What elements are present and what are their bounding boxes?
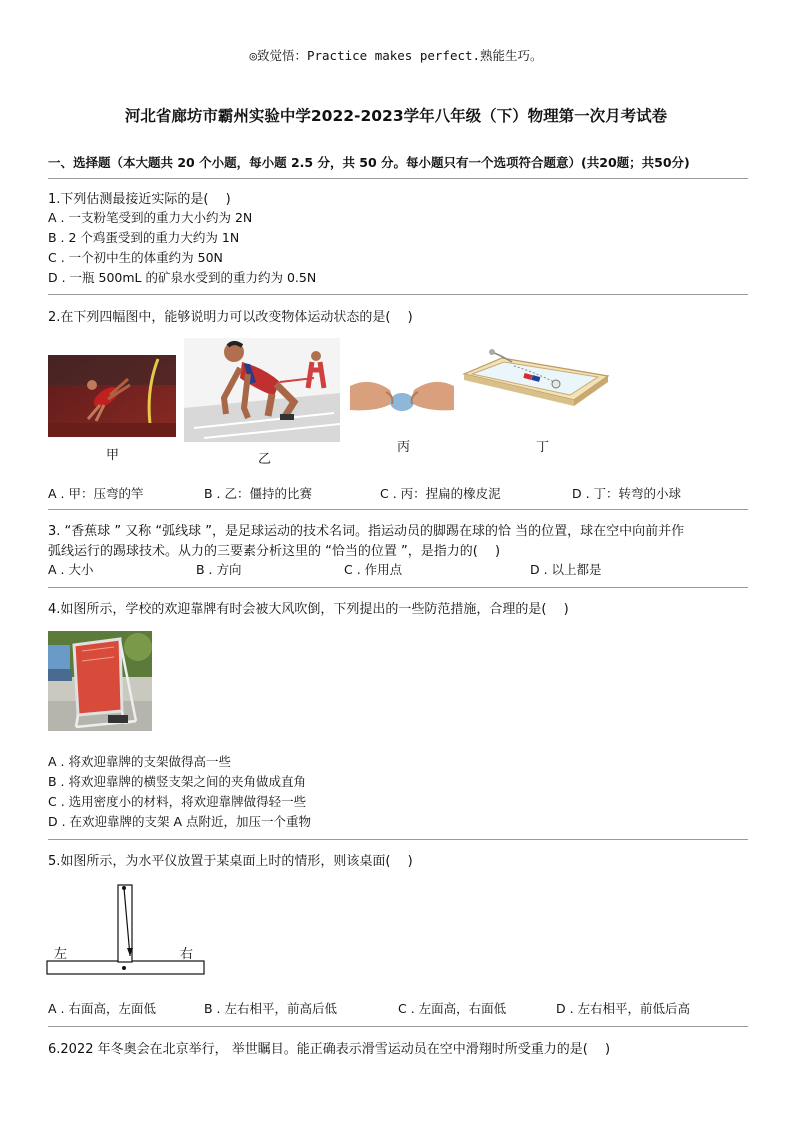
- clay-hands-photo: [350, 372, 454, 420]
- figure-caption-ding: 丁: [536, 440, 550, 455]
- q1-option-b[interactable]: B . 2 个鸡蛋受到的重力大约为 1N: [48, 230, 240, 245]
- divider: [48, 587, 748, 588]
- q6-stem: 6.2022 年冬奥会在北京举行， 举世瞩目。能正确表示滑雪运动员在空中滑翔时所受重力的是( ): [48, 1042, 611, 1057]
- divider: [48, 509, 748, 510]
- q1-stem: 1.下列估测最接近实际的是( ): [48, 192, 231, 207]
- q3-option-c[interactable]: C . 作用点: [344, 562, 403, 577]
- ball-magnet-figure: [462, 346, 610, 406]
- divider: [48, 1026, 748, 1027]
- right-label: 右: [180, 947, 194, 962]
- left-label: 左: [54, 947, 68, 962]
- q3-stem-line2: 弧线运行的踢球技术。从力的三要素分析这里的 “恰当的位置 ”，是指力的( ): [48, 544, 501, 559]
- pole-vault-photo: [48, 355, 176, 437]
- q5-option-a[interactable]: A . 右面高，左面低: [48, 1001, 156, 1016]
- q4-option-b[interactable]: B . 将欢迎靠牌的横竖支架之间的夹角做成直角: [48, 774, 306, 789]
- figure-caption-yi: 乙: [258, 452, 272, 467]
- welcome-sign-photo: [48, 631, 152, 731]
- q3-option-a[interactable]: A . 大小: [48, 562, 94, 577]
- q5-option-b[interactable]: B . 左右相平，前高后低: [204, 1001, 337, 1016]
- q3-option-d[interactable]: D . 以上都是: [530, 562, 602, 577]
- sprint-start-photo: [184, 338, 340, 442]
- divider: [48, 294, 748, 295]
- q3-option-b[interactable]: B . 方向: [196, 562, 242, 577]
- q1-option-d[interactable]: D . 一瓶 500mL 的矿泉水受到的重力约为 0.5N: [48, 270, 317, 285]
- figure-caption-bing: 丙: [397, 440, 411, 455]
- q5-option-d[interactable]: D . 左右相平，前低后高: [556, 1001, 691, 1016]
- divider: [48, 178, 748, 179]
- page-title: 河北省廊坊市霸州实验中学2022-2023学年八年级（下）物理第一次月考试卷: [124, 107, 668, 125]
- q5-option-c[interactable]: C . 左面高，右面低: [398, 1001, 507, 1016]
- q4-option-d[interactable]: D . 在欢迎靠牌的支架 A 点附近，加压一个重物: [48, 814, 312, 829]
- q2-option-c[interactable]: C . 丙：捏扁的橡皮泥: [380, 486, 501, 501]
- q2-option-a[interactable]: A . 甲：压弯的竿: [48, 486, 144, 501]
- q5-stem: 5.如图所示，为水平仪放置于某桌面上时的情形，则该桌面( ): [48, 854, 413, 869]
- q2-option-d[interactable]: D . 丁：转弯的小球: [572, 486, 682, 501]
- q1-option-a[interactable]: A . 一支粉笔受到的重力大小约为 2N: [48, 210, 253, 225]
- q3-stem-line1: 3. “香蕉球 ” 又称 “弧线球 ”，是足球运动的技术名词。指运动员的脚踢在球的恰 当的位置，球在空中向前并作: [48, 524, 685, 539]
- header-motto: ◎致觉悟：Practice makes perfect.熟能生巧。: [249, 48, 543, 63]
- q4-option-a[interactable]: A . 将欢迎靠牌的支架做得高一些: [48, 754, 231, 769]
- figure-caption-jia: 甲: [106, 448, 120, 463]
- q1-option-c[interactable]: C . 一个初中生的体重约为 50N: [48, 250, 223, 265]
- section-heading: 一、选择题（本大题共 20 个小题，每小题 2.5 分，共 50 分。每小题只有一个选项符合题意）(共20题；共50分): [48, 155, 690, 170]
- q4-stem: 4.如图所示，学校的欢迎靠牌有时会被大风吹倒，下列提出的一些防范措施，合理的是( ): [48, 602, 569, 617]
- q2-stem: 2.在下列四幅图中，能够说明力可以改变物体运动状态的是( ): [48, 310, 413, 325]
- divider: [48, 839, 748, 840]
- q2-option-b[interactable]: B . 乙：僵持的比赛: [204, 486, 312, 501]
- q4-option-c[interactable]: C . 选用密度小的材料，将欢迎靠牌做得轻一些: [48, 794, 307, 809]
